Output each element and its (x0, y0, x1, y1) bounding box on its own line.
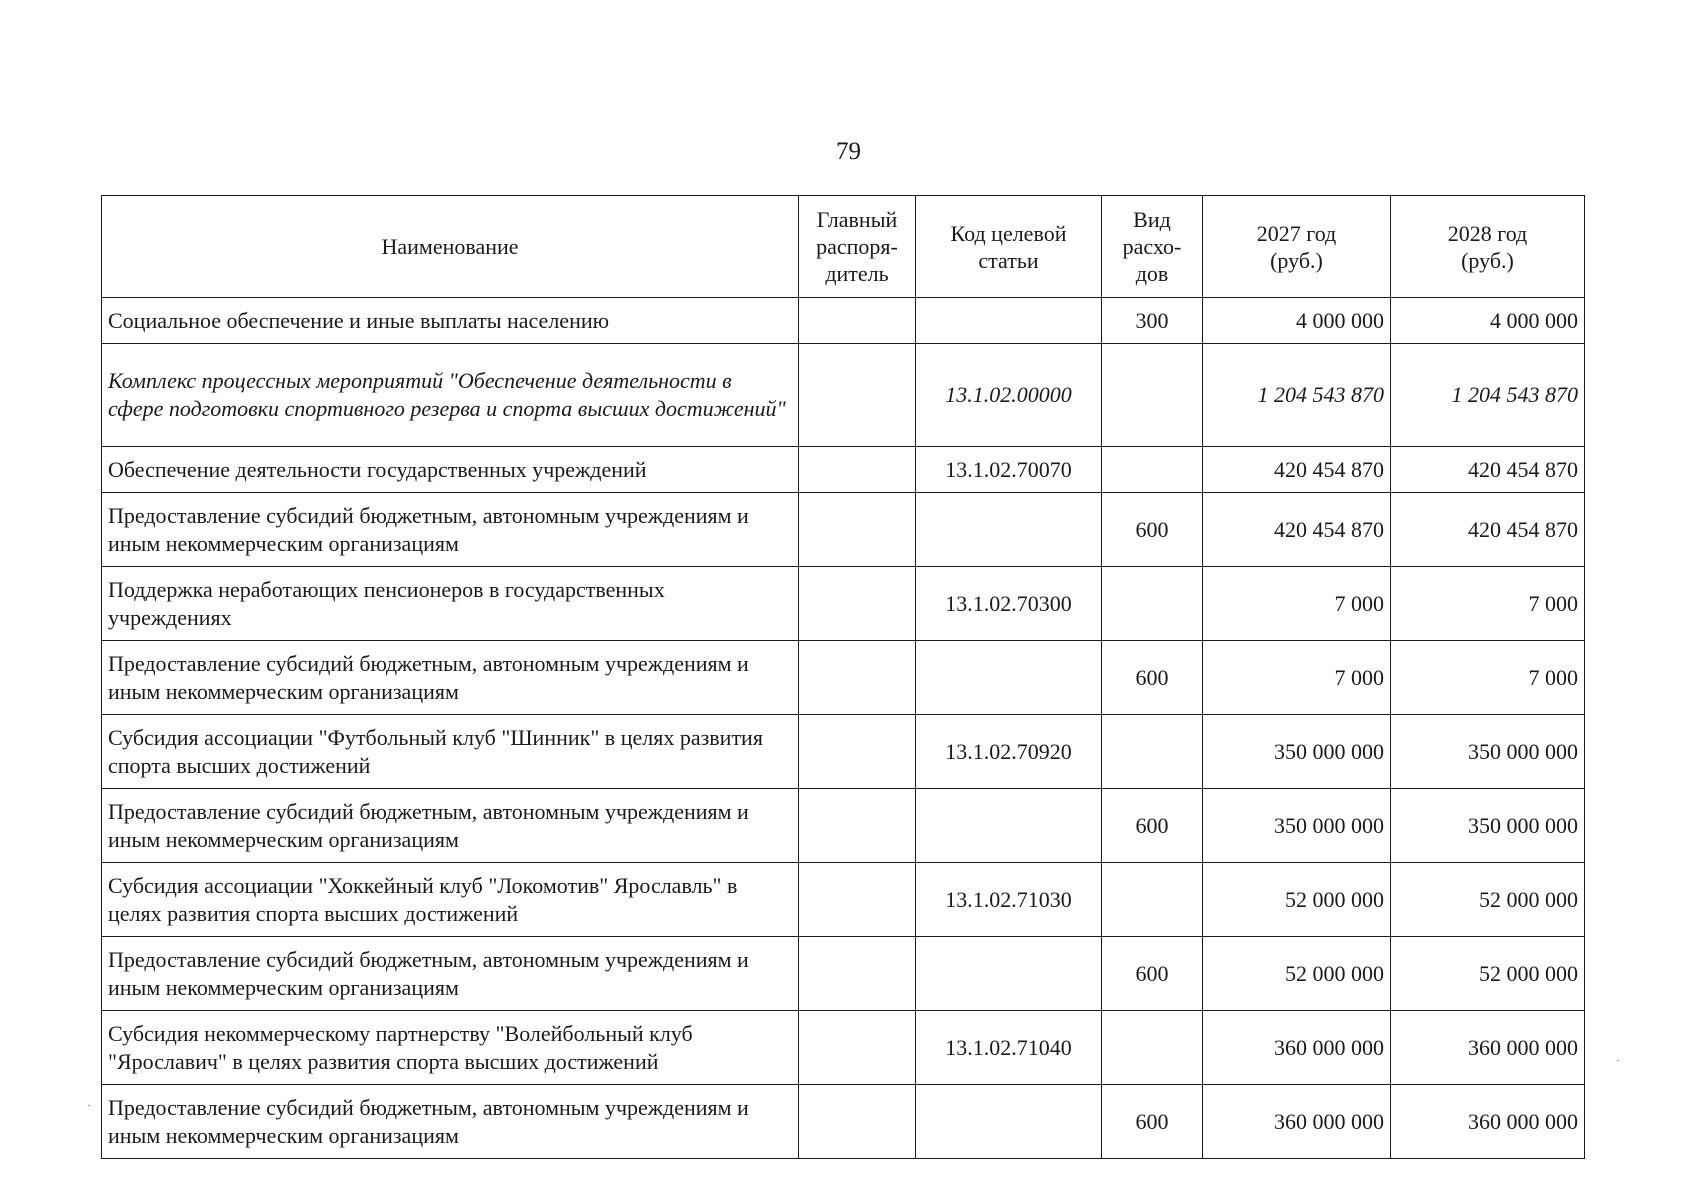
header-year-2028-line: 2028 год (1447, 220, 1528, 246)
row-code: 13.1.02.71040 (916, 1011, 1102, 1085)
row-name: Предоставление субсидий бюджетным, автономным учреждениям и иным некоммерческим организациям (102, 641, 799, 715)
row-code: 13.1.02.71030 (916, 863, 1102, 937)
row-code (916, 937, 1102, 1011)
header-year-2027-line: (руб.) (1270, 247, 1323, 273)
row-name: Предоставление субсидий бюджетным, автономным учреждениям и иным некоммерческим организациям (102, 937, 799, 1011)
row-code (916, 1085, 1102, 1159)
row-type (1102, 1011, 1203, 1085)
table-row (102, 641, 1585, 715)
row-code (916, 298, 1102, 344)
header-target-code (916, 196, 1102, 298)
row-value-2027: 360 000 000 (1203, 1011, 1391, 1085)
header-year-2027 (1203, 196, 1391, 298)
row-value-2028: 350 000 000 (1391, 789, 1585, 863)
row-name: Обеспечение деятельности государственных учреждений (102, 447, 799, 493)
row-value-2028: 420 454 870 (1391, 447, 1585, 493)
row-manager (799, 1011, 916, 1085)
header-expense-type-line: расхо- (1122, 234, 1182, 259)
row-code: 13.1.02.00000 (916, 344, 1102, 447)
table-row (102, 937, 1585, 1011)
row-value-2027: 52 000 000 (1203, 863, 1391, 937)
row-manager (799, 641, 916, 715)
row-value-2027: 420 454 870 (1203, 447, 1391, 493)
header-year-2027-line: 2027 год (1256, 220, 1337, 246)
row-name: Субсидия ассоциации "Футбольный клуб "Шинник" в целях развития спорта высших достижений (102, 715, 799, 789)
row-type: 600 (1102, 641, 1203, 715)
table-row (102, 715, 1585, 789)
row-value-2028: 360 000 000 (1391, 1085, 1585, 1159)
table-row (102, 1085, 1585, 1159)
row-name: Предоставление субсидий бюджетным, автономным учреждениям и иным некоммерческим организациям (102, 1085, 799, 1159)
row-value-2027: 350 000 000 (1203, 715, 1391, 789)
table-row (102, 567, 1585, 641)
scan-artifact (88, 1105, 90, 1106)
row-code: 13.1.02.70300 (916, 567, 1102, 641)
header-manager-line: дитель (825, 261, 889, 286)
table-row (102, 1011, 1585, 1085)
row-name: Субсидия некоммерческому партнерству "Волейбольный клуб "Ярославич" в целях развития спорта высших достижений (102, 1011, 799, 1085)
row-type: 600 (1102, 789, 1203, 863)
header-manager (799, 196, 916, 298)
row-name: Предоставление субсидий бюджетным, автономным учреждениям и иным некоммерческим организациям (102, 789, 799, 863)
row-value-2028: 360 000 000 (1391, 1011, 1585, 1085)
row-manager (799, 937, 916, 1011)
budget-table (101, 195, 1585, 1159)
row-value-2028: 420 454 870 (1391, 493, 1585, 567)
row-manager (799, 715, 916, 789)
row-value-2027: 350 000 000 (1203, 789, 1391, 863)
row-value-2028: 52 000 000 (1391, 937, 1585, 1011)
row-type: 600 (1102, 937, 1203, 1011)
table-row (102, 493, 1585, 567)
row-value-2027: 4 000 000 (1203, 298, 1391, 344)
row-manager (799, 789, 916, 863)
row-value-2027: 7 000 (1203, 641, 1391, 715)
row-type (1102, 715, 1203, 789)
header-expense-type-line: Вид (1133, 207, 1171, 232)
header-target-code-line: Код целевой (950, 220, 1067, 246)
row-type (1102, 567, 1203, 641)
header-year-2028-line: (руб.) (1461, 247, 1514, 273)
row-value-2027: 420 454 870 (1203, 493, 1391, 567)
row-manager (799, 493, 916, 567)
table-row (102, 344, 1585, 447)
row-value-2028: 7 000 (1391, 567, 1585, 641)
header-name: Наименование (102, 196, 799, 298)
row-manager (799, 447, 916, 493)
row-name: Субсидия ассоциации "Хоккейный клуб "Локомотив" Ярославль" в целях развития спорта высших достижений (102, 863, 799, 937)
row-manager (799, 863, 916, 937)
row-manager (799, 298, 916, 344)
row-value-2028: 52 000 000 (1391, 863, 1585, 937)
row-value-2028: 350 000 000 (1391, 715, 1585, 789)
row-code: 13.1.02.70920 (916, 715, 1102, 789)
row-name: Предоставление субсидий бюджетным, автономным учреждениям и иным некоммерческим организациям (102, 493, 799, 567)
header-expense-type (1102, 196, 1203, 298)
page-number: 79 (836, 138, 861, 165)
row-value-2027: 360 000 000 (1203, 1085, 1391, 1159)
row-code (916, 641, 1102, 715)
header-year-2028 (1391, 196, 1585, 298)
row-type: 600 (1102, 1085, 1203, 1159)
table-row (102, 447, 1585, 493)
row-type: 300 (1102, 298, 1203, 344)
header-manager-line: распоря- (816, 234, 898, 259)
table-row (102, 298, 1585, 344)
row-type (1102, 447, 1203, 493)
row-value-2027: 7 000 (1203, 567, 1391, 641)
table-row (102, 863, 1585, 937)
row-type (1102, 863, 1203, 937)
row-value-2027: 1 204 543 870 (1203, 344, 1391, 447)
row-code (916, 493, 1102, 567)
row-type: 600 (1102, 493, 1203, 567)
row-code: 13.1.02.70070 (916, 447, 1102, 493)
scan-artifact (1617, 1060, 1619, 1061)
header-expense-type-line: дов (1135, 261, 1169, 286)
row-value-2027: 52 000 000 (1203, 937, 1391, 1011)
row-name: Комплекс процессных мероприятий "Обеспечение деятельности в сфере подготовки спортивного резерва и спорта высших достижений" (102, 344, 799, 447)
header-row (102, 196, 1585, 298)
row-name: Поддержка неработающих пенсионеров в государственных учреждениях (102, 567, 799, 641)
header-target-code-line: статьи (978, 247, 1039, 273)
table-row (102, 789, 1585, 863)
row-value-2028: 1 204 543 870 (1391, 344, 1585, 447)
row-value-2028: 4 000 000 (1391, 298, 1585, 344)
row-code (916, 789, 1102, 863)
row-name: Социальное обеспечение и иные выплаты населению (102, 298, 799, 344)
row-type (1102, 344, 1203, 447)
header-manager-line: Главный (816, 207, 898, 232)
row-value-2028: 7 000 (1391, 641, 1585, 715)
row-manager (799, 344, 916, 447)
row-manager (799, 1085, 916, 1159)
row-manager (799, 567, 916, 641)
